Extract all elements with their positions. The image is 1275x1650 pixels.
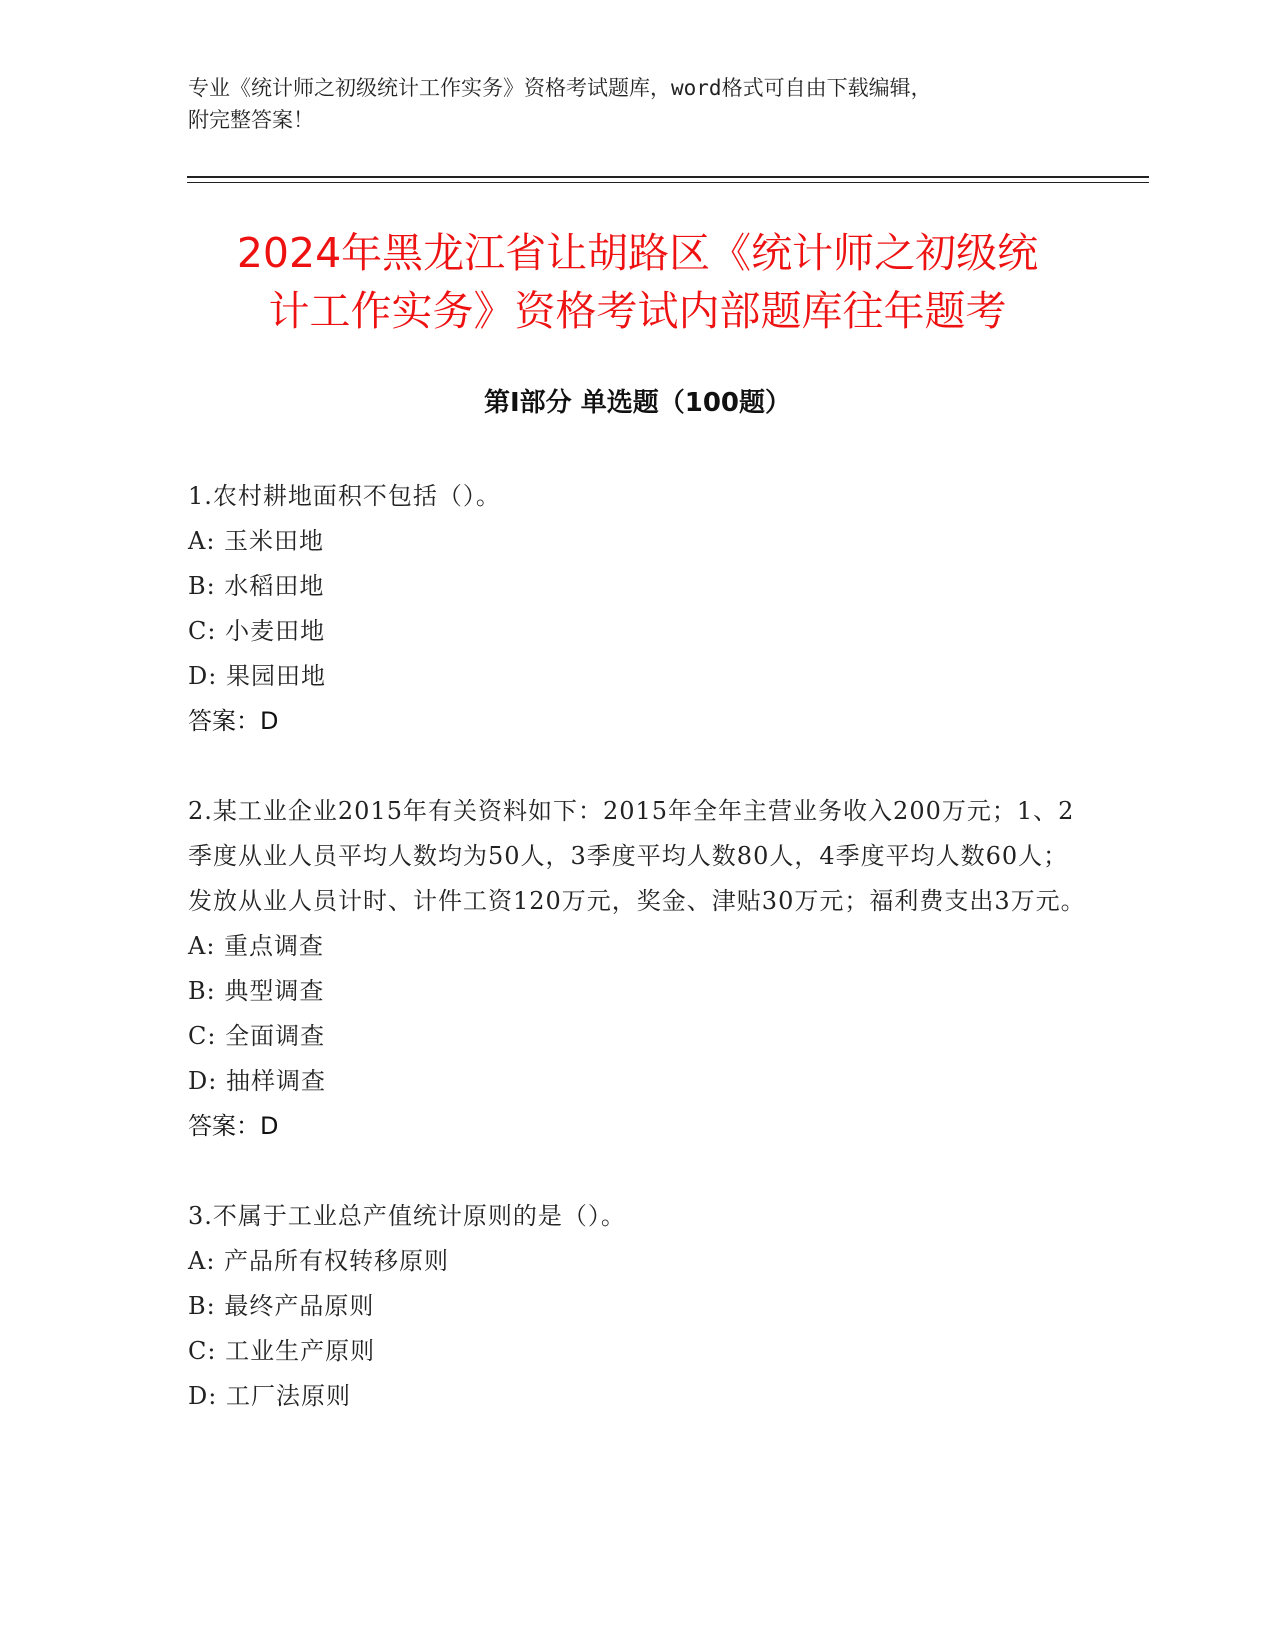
header-note-line-2: 附完整答案！ [188,108,314,132]
option-b: B: 典型调查 [188,977,325,1005]
option-d: D: 抽样调查 [188,1067,326,1095]
document-title-line-1: 2024年黑龙江省让胡路区《统计师之初级统 [236,229,1039,277]
option-a: A: 产品所有权转移原则 [188,1247,450,1275]
question-3 [188,1194,1088,1419]
question-2 [188,789,1088,1149]
section-heading: 第Ⅰ部分 单选题（100题） [484,388,791,418]
question-stem: 2.某工业企业2015年有关资料如下：2015年全年主营业务收入200万元；1、2季度从业人员平均人数均为50人，3季度平均人数80人，4季度平均人数60人；发放从业人员计时、计件工资120万元，奖金、津贴30万元；福利费支出3万元。 [188,797,1086,915]
option-c: C: 工业生产原则 [188,1337,376,1365]
option-c: C: 小麦田地 [188,617,326,645]
answer: 答案：D [188,1112,279,1140]
answer: 答案：D [188,707,279,735]
question-list [188,474,1088,1464]
option-d: D: 工厂法原则 [188,1382,351,1410]
question-stem: 1.农村耕地面积不包括（）。 [188,482,501,510]
header-divider-thick [187,176,1149,178]
option-d: D: 果园田地 [188,662,326,690]
option-b: B: 水稻田地 [188,572,325,600]
document-title [150,224,1125,340]
option-b: B: 最终产品原则 [188,1292,375,1320]
option-a: A: 重点调查 [188,932,325,960]
header-note [188,72,1088,136]
question-stem: 3.不属于工业总产值统计原则的是（）。 [188,1202,626,1230]
option-a: A: 玉米田地 [188,527,325,555]
option-c: C: 全面调查 [188,1022,326,1050]
header-note-line-1: 专业《统计师之初级统计工作实务》资格考试题库，word格式可自由下载编辑， [188,76,932,100]
header-divider-thin [187,182,1149,183]
question-1 [188,474,1088,744]
document-title-line-2: 计工作实务》资格考试内部题库往年题考 [268,287,1007,335]
